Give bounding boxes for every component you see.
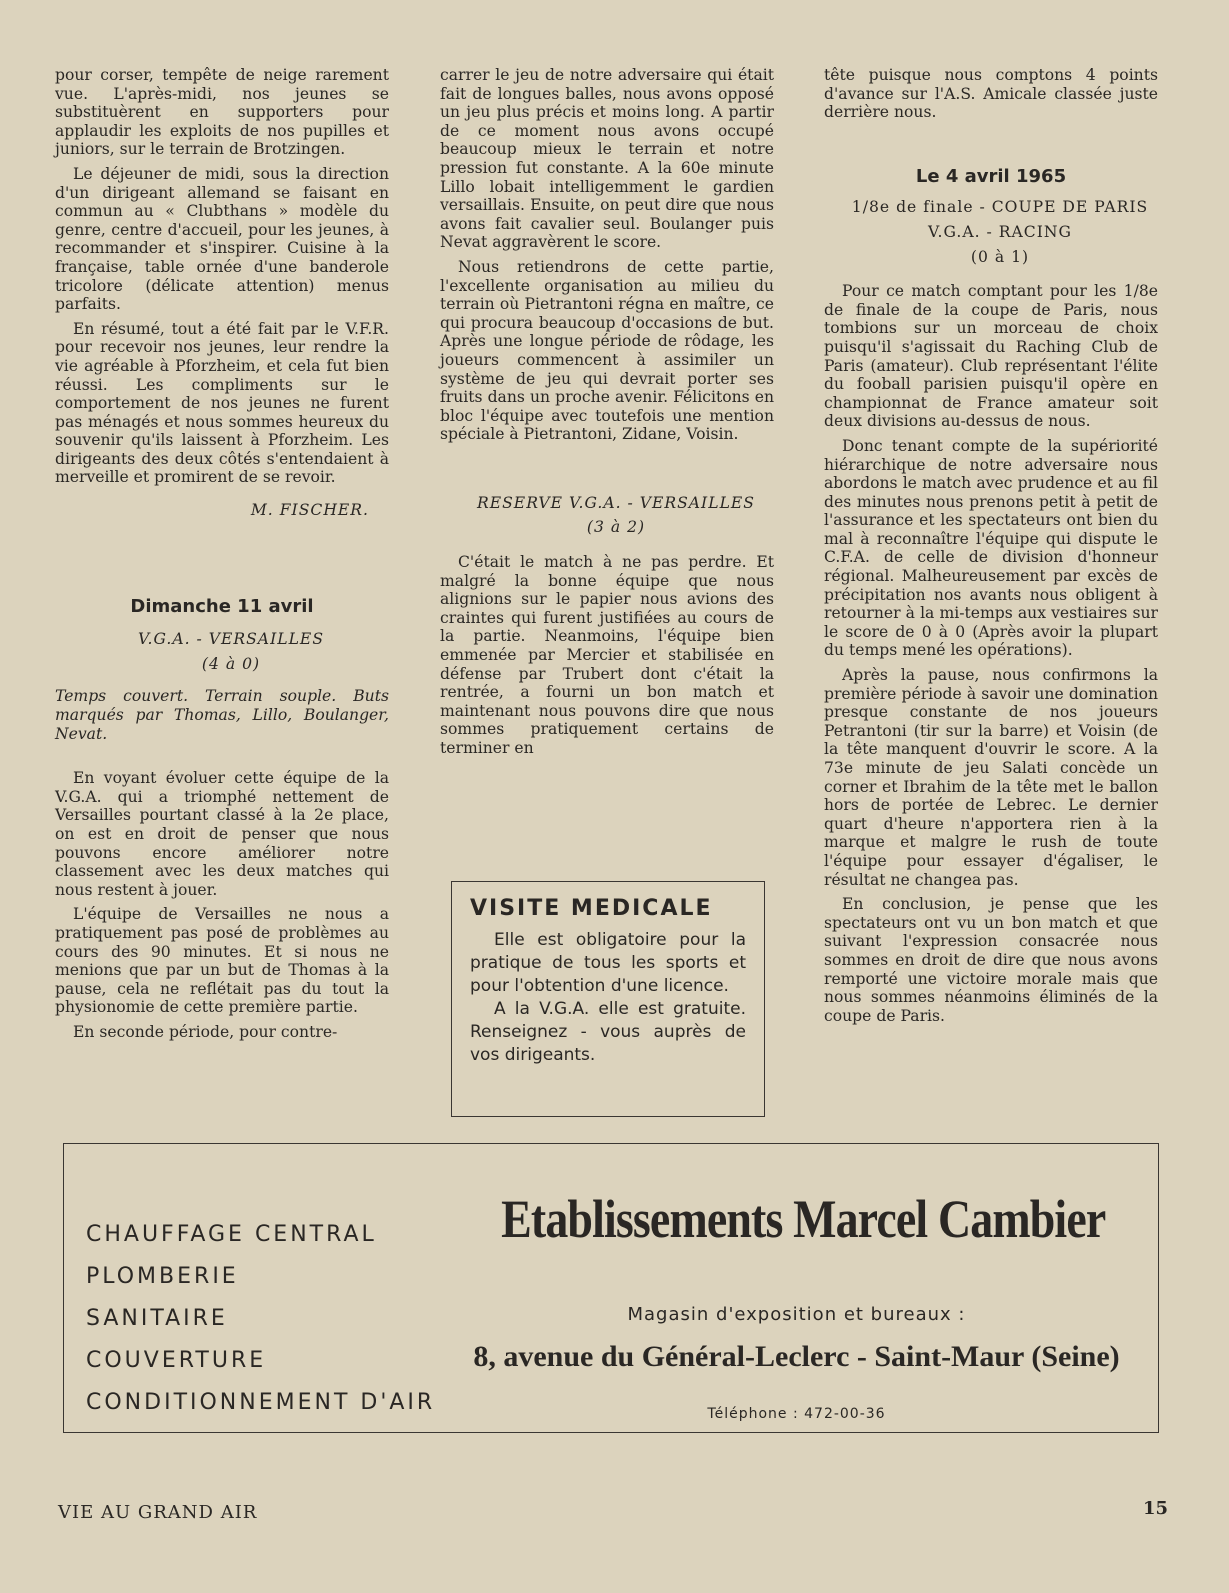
publication-name: VIE AU GRAND AIR — [58, 1502, 258, 1523]
signature: M. FISCHER. — [250, 501, 369, 520]
service-item: CONDITIONNEMENT D'AIR — [86, 1390, 436, 1415]
paragraph: En voyant évoluer cette équipe de la V.G.A. qui a triomphé nettement de Versailles pourtant classé à la 2e place, on est en droit de penser que nous pouvons encore améliorer notre classement avec les deux matches qui nous restent à jouer. — [55, 769, 389, 899]
paragraph: pour corser, tempête de neige rarement vue. L'après-midi, nos jeunes se substituèrent en supporters pour applaudir les exploits de nos pupilles et juniors, sur le terrain de Brotzingen. — [55, 66, 389, 159]
paragraph: L'équipe de Versailles ne nous a pratiquement pas posé de problèmes au cours des 90 minutes. Et si nous ne menions que par un but de Thomas à la pause, cela ne reflétait pas du tout la physionomie de cette première partie. — [55, 905, 389, 1017]
section-heading: Le 4 avril 1965 — [915, 165, 1067, 187]
company-address: 8, avenue du Général-Leclerc - Saint-Maur (Seine) — [473, 1340, 1120, 1373]
match-conditions: Temps couvert. Terrain souple. Buts marqués par Thomas, Lillo, Boulanger, Nevat. — [55, 687, 389, 743]
column-1 — [55, 66, 389, 1042]
paragraph: C'était le match à ne pas perdre. Et malgré la bonne équipe que nous alignions sur le papier nous avions des craintes qui furent justifiées au cours de la partie. Neanmoins, l'équipe bien emmenée par Mercier et stabilisée en défense par Trubert dont c'était la rentrée, a fourni un bon match et maintenant nous pouvons dire que nous sommes pratiquement certains de terminer en — [440, 553, 774, 757]
company-name: Etablissements Marcel Cambier — [501, 1189, 1106, 1249]
page-number: 15 — [1143, 1498, 1169, 1519]
paragraph: En résumé, tout a été fait par le V.F.R. pour recevoir nos jeunes, leur rendre la vie agréable à Pforzheim, et cela fut bien réussi. Les compliments sur le comportement de nos jeunes ne furent pas ménagés et nous sommes heureux du souvenir qu'ils laissent à Pforzheim. Les dirigeants des deux côtés s'entendaient à merveille et promirent de se revoir. — [55, 319, 389, 487]
service-item: PLOMBERIE — [86, 1264, 239, 1289]
match-score: (0 à 1) — [970, 247, 1030, 266]
paragraph: Pour ce match comptant pour les 1/8e de finale de la coupe de Paris, nous tombions sur un morceau de choix puisqu'il s'agissait du Raching Club de Paris (amateur). Club représentant l'élite du fooball parisien puisqu'il opère en championnat de France amateur soit deux divisions au-dessus de nous. — [824, 282, 1158, 431]
advertisement — [63, 1143, 1159, 1433]
paragraph: En seconde période, pour contre- — [73, 1022, 338, 1041]
paragraph: Donc tenant compte de la supériorité hiérarchique de notre adversaire nous abordons le match avec prudence et au fil des minutes nous prenons petit à petit de l'assurance et les spectateurs ont bien du mal à reconnaître l'équipe qui dispute le C.F.A. de celle de division d'honneur régional. Malheureusement par excès de précipitation nos avants nous obligent à retourner à la mi-temps aux vestiaires sur le score de 0 à 0 (Après avoir la plupart du temps mené les opérations). — [824, 436, 1158, 660]
match-score: (4 à 0) — [201, 654, 261, 673]
services-list — [86, 1214, 435, 1424]
section-heading: Dimanche 11 avril — [130, 595, 314, 617]
paragraph: Après la pause, nous confirmons la première période à savoir une domination presque constante de nos joueurs Petrantoni (tir sur la barre) et Voisin (de la tête manquent d'ouvrir le score. A la 73e minute de jeu Salati concède un corner et Ibrahim de la tête met le ballon hors de portée de Lebrec. Le dernier quart d'heure n'apportera rien à la marque et malgre le rush de toute l'équipe pour essayer d'égaliser, le résultat ne changea pas. — [824, 666, 1158, 889]
round-title: 1/8e de finale - COUPE DE PARIS — [851, 198, 1149, 217]
service-item: SANITAIRE — [86, 1306, 228, 1331]
paragraph: tête puisque nous comptons 4 points d'avance sur l'A.S. Amicale classée juste derrière nous. — [824, 66, 1158, 122]
notice-text: A la V.G.A. elle est gratuite. Renseignez - vous auprès de vos dirigeants. — [470, 999, 746, 1065]
notice-title: VISITE MEDICALE — [470, 896, 713, 921]
paragraph: Nous retiendrons de cette partie, l'excellente organisation au milieu du terrain où Pietrantoni régna en maître, ce qui procura beaucoup d'occasions de but. Après une longue période de rôdage, les joueurs commencent à assimiler un système de jeu qui devrait porter ses fruits dans un proche avenir. Félicitons en bloc l'équipe avec toutefois une mention spéciale à Pietrantoni, Zidane, Voisin. — [440, 257, 774, 444]
match-score: (3 à 2) — [586, 518, 646, 537]
notice-text: Elle est obligatoire pour la pratique de tous les sports et pour l'obtention d'une licence. — [470, 930, 746, 996]
showroom-label: Magasin d'exposition et bureaux : — [627, 1304, 966, 1325]
match-title: V.G.A. - VERSAILLES — [137, 630, 324, 649]
medical-notice-box — [451, 881, 765, 1117]
service-item: CHAUFFAGE CENTRAL — [86, 1222, 377, 1247]
paragraph: Le déjeuner de midi, sous la direction d'un dirigeant allemand se faisant en commun au « Clubthans » modèle du genre, centre d'accueil, pour les jeunes, à recommander et s'inspirer. Cuisine à la française, table ornée d'une banderole tricolore (délicate attention) menus parfaits. — [55, 164, 389, 314]
column-3 — [824, 66, 1158, 1025]
match-title: V.G.A. - RACING — [928, 222, 1072, 241]
paragraph: carrer le jeu de notre adversaire qui était fait de longues balles, nous avons opposé un jeu plus précis et moins long. A partir de ce moment nous avons occupé beaucoup mieux le terrain et notre pression fut constante. A la 60e minute Lillo lobait intelligemment le gardien versaillais. Ensuite, on peut dire que nous avons fait cavalier seul. Boulanger puis Nevat aggravèrent le score. — [440, 66, 774, 252]
match-title: RESERVE V.G.A. - VERSAILLES — [477, 493, 755, 512]
service-item: COUVERTURE — [86, 1348, 267, 1373]
column-2 — [440, 66, 774, 758]
paragraph: En conclusion, je pense que les spectateurs ont vu un bon match et que suivant l'expression consacrée nous sommes en droit de dire que nous avons remporté une victoire morale mais que nous sommes néanmoins éliminés de la coupe de Paris. — [824, 895, 1158, 1025]
company-phone: Téléphone : 472-00-36 — [707, 1406, 886, 1422]
